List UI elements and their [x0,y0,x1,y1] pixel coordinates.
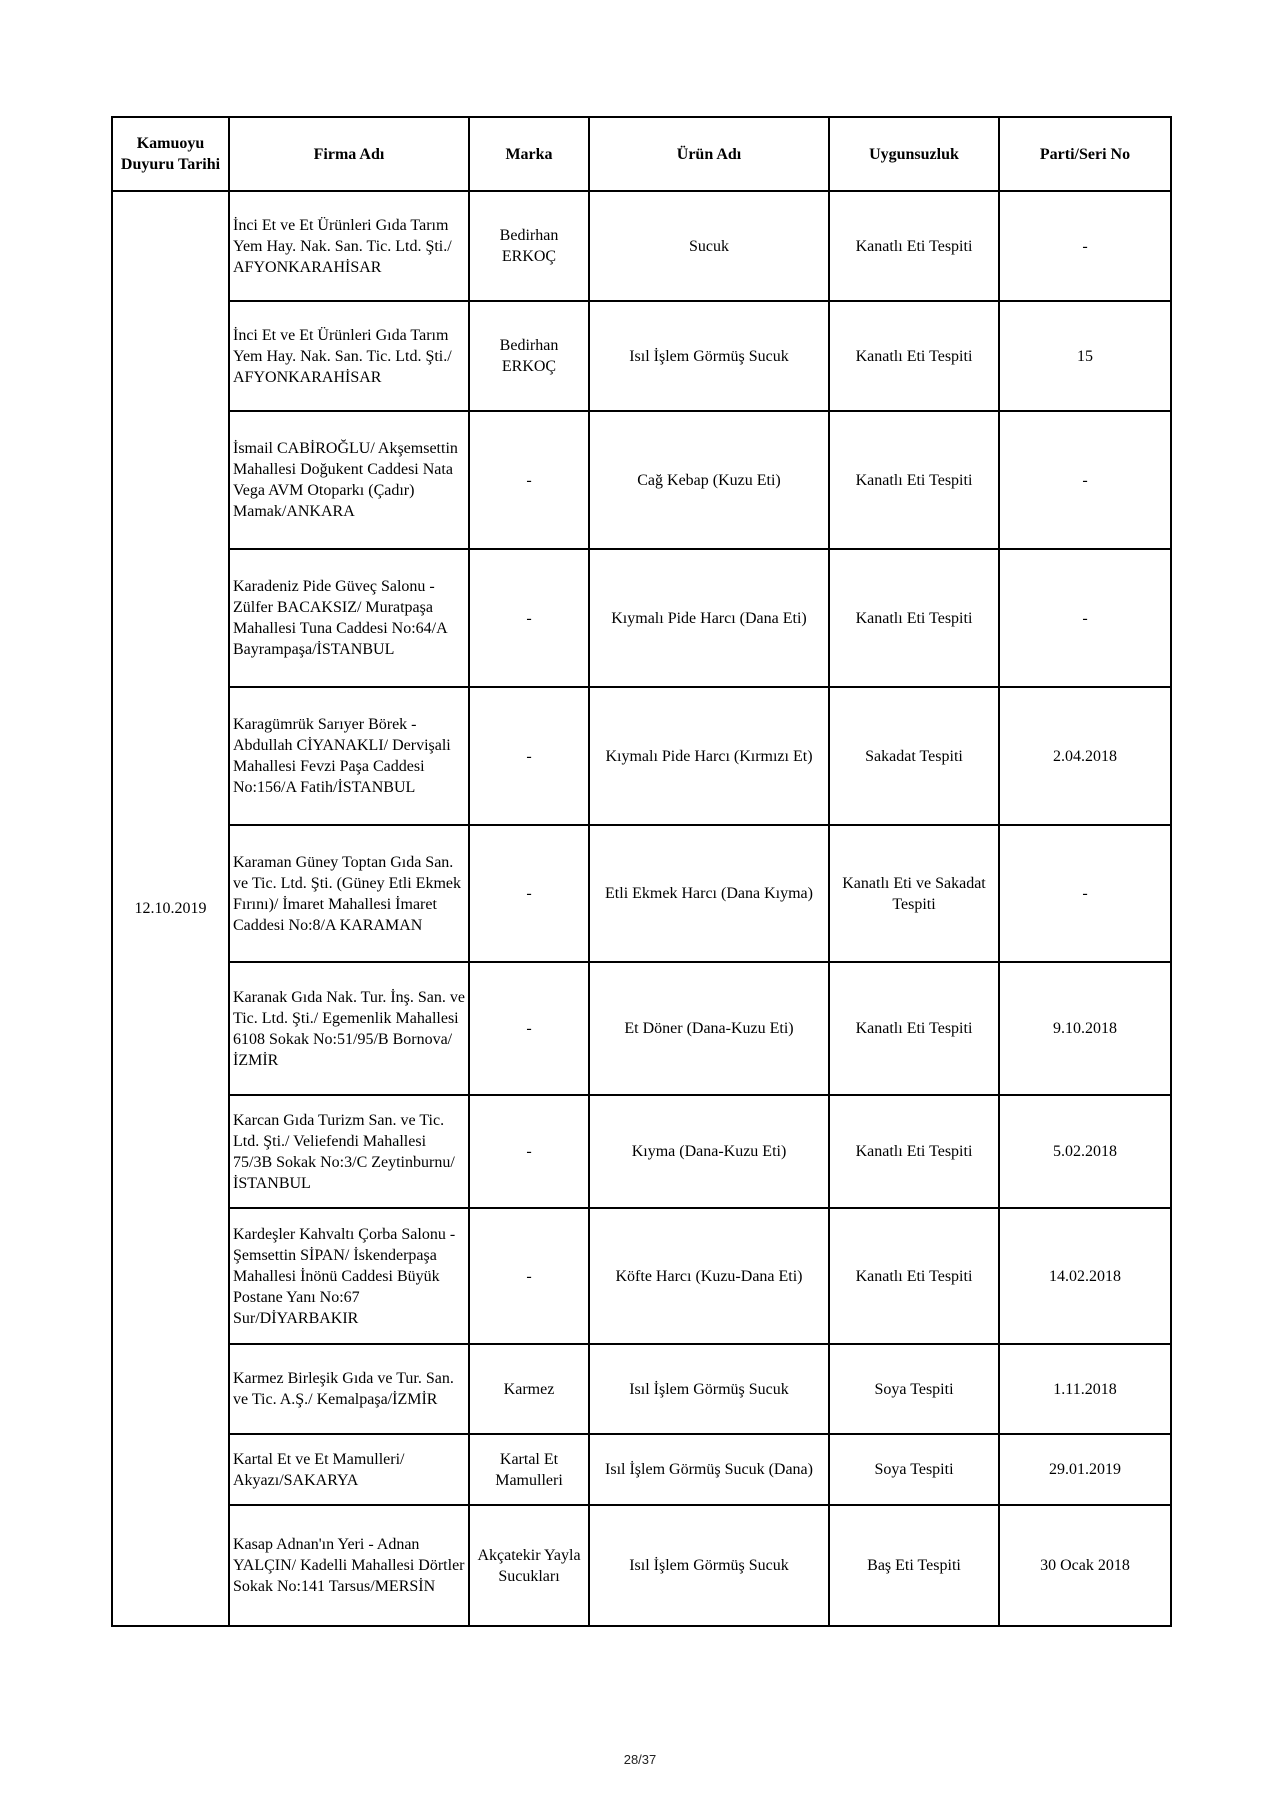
table-header-row [112,117,1171,191]
brand-cell: Kartal Et Mamulleri [469,1434,589,1505]
header-batch: Parti/Seri No [999,117,1171,191]
firm-cell: Kartal Et ve Et Mamulleri/ Akyazı/SAKARYA [229,1434,469,1505]
firm-cell: İnci Et ve Et Ürünleri Gıda Tarım Yem Hay. Nak. San. Tic. Ltd. Şti./ AFYONKARAHİSAR [229,191,469,301]
brand-cell: - [469,825,589,962]
batch-cell: 1.11.2018 [999,1344,1171,1434]
product-cell: Kıyma (Dana-Kuzu Eti) [589,1095,829,1208]
batch-cell: - [999,825,1171,962]
nonconformity-cell: Kanatlı Eti Tespiti [829,411,999,549]
firm-cell: Karanak Gıda Nak. Tur. İnş. San. ve Tic. Ltd. Şti./ Egemenlik Mahallesi 6108 Sokak No:51/95/B Bornova/İZMİR [229,962,469,1095]
brand-cell: - [469,1208,589,1344]
nonconformity-cell: Soya Tespiti [829,1434,999,1505]
brand-cell: - [469,687,589,825]
product-cell: Kıymalı Pide Harcı (Kırmızı Et) [589,687,829,825]
recall-table [111,116,1172,1627]
nonconformity-cell: Kanatlı Eti Tespiti [829,191,999,301]
brand-cell: Karmez [469,1344,589,1434]
batch-cell: 14.02.2018 [999,1208,1171,1344]
firm-cell: Karadeniz Pide Güveç Salonu - Zülfer BACAKSIZ/ Muratpaşa Mahallesi Tuna Caddesi No:64/A Bayrampaşa/İSTANBUL [229,549,469,687]
product-cell: Et Döner (Dana-Kuzu Eti) [589,962,829,1095]
brand-cell: - [469,1095,589,1208]
firm-cell: Karcan Gıda Turizm San. ve Tic. Ltd. Şti./ Veliefendi Mahallesi 75/3B Sokak No:3/C Zeytinburnu/İSTANBUL [229,1095,469,1208]
batch-cell: 5.02.2018 [999,1095,1171,1208]
brand-cell: Bedirhan ERKOÇ [469,191,589,301]
page-number: 28/37 [623,1752,657,1767]
table-row [112,301,1171,411]
table-row [112,1434,1171,1505]
header-brand: Marka [469,117,589,191]
table-row [112,1505,1171,1626]
product-cell: Isıl İşlem Görmüş Sucuk [589,1344,829,1434]
table-row [112,825,1171,962]
batch-cell: 15 [999,301,1171,411]
nonconformity-cell: Baş Eti Tespiti [829,1505,999,1626]
nonconformity-cell: Kanatlı Eti ve Sakadat Tespiti [829,825,999,962]
table-row [112,191,1171,301]
product-cell: Cağ Kebap (Kuzu Eti) [589,411,829,549]
brand-cell: Bedirhan ERKOÇ [469,301,589,411]
nonconformity-cell: Kanatlı Eti Tespiti [829,1208,999,1344]
batch-cell: - [999,411,1171,549]
table-row [112,1344,1171,1434]
product-cell: Isıl İşlem Görmüş Sucuk [589,1505,829,1626]
header-product: Ürün Adı [589,117,829,191]
batch-cell: 29.01.2019 [999,1434,1171,1505]
brand-cell: Akçatekir Yayla Sucukları [469,1505,589,1626]
nonconformity-cell: Soya Tespiti [829,1344,999,1434]
header-nonconformity: Uygunsuzluk [829,117,999,191]
table-row [112,687,1171,825]
table-row [112,411,1171,549]
batch-cell: 2.04.2018 [999,687,1171,825]
batch-cell: 9.10.2018 [999,962,1171,1095]
firm-cell: Kasap Adnan'ın Yeri - Adnan YALÇIN/ Kadelli Mahallesi Dörtler Sokak No:141 Tarsus/MERSİN [229,1505,469,1626]
table-row [112,962,1171,1095]
announcement-date-cell: 12.10.2019 [112,191,229,1626]
firm-cell: İnci Et ve Et Ürünleri Gıda Tarım Yem Hay. Nak. San. Tic. Ltd. Şti./ AFYONKARAHİSAR [229,301,469,411]
product-cell: Isıl İşlem Görmüş Sucuk (Dana) [589,1434,829,1505]
product-cell: Isıl İşlem Görmüş Sucuk [589,301,829,411]
nonconformity-cell: Kanatlı Eti Tespiti [829,962,999,1095]
brand-cell: - [469,411,589,549]
brand-cell: - [469,962,589,1095]
firm-cell: İsmail CABİROĞLU/ Akşemsettin Mahallesi Doğukent Caddesi Nata Vega AVM Otoparkı (Çadır) Mamak/ANKARA [229,411,469,549]
product-cell: Kıymalı Pide Harcı (Dana Eti) [589,549,829,687]
batch-cell: - [999,549,1171,687]
nonconformity-cell: Kanatlı Eti Tespiti [829,549,999,687]
product-cell: Köfte Harcı (Kuzu-Dana Eti) [589,1208,829,1344]
firm-cell: Kardeşler Kahvaltı Çorba Salonu - Şemsettin SİPAN/ İskenderpaşa Mahallesi İnönü Caddesi Büyük Postane Yanı No:67 Sur/DİYARBAKIR [229,1208,469,1344]
nonconformity-cell: Sakadat Tespiti [829,687,999,825]
batch-cell: 30 Ocak 2018 [999,1505,1171,1626]
table-row [112,1208,1171,1344]
nonconformity-cell: Kanatlı Eti Tespiti [829,1095,999,1208]
nonconformity-cell: Kanatlı Eti Tespiti [829,301,999,411]
firm-cell: Karaman Güney Toptan Gıda San. ve Tic. Ltd. Şti. (Güney Etli Ekmek Fırını)/ İmaret Mahallesi İmaret Caddesi No:8/A KARAMAN [229,825,469,962]
batch-cell: - [999,191,1171,301]
header-date: Kamuoyu Duyuru Tarihi [112,117,229,191]
product-cell: Etli Ekmek Harcı (Dana Kıyma) [589,825,829,962]
table-row [112,1095,1171,1208]
firm-cell: Karmez Birleşik Gıda ve Tur. San. ve Tic. A.Ş./ Kemalpaşa/İZMİR [229,1344,469,1434]
table-row [112,549,1171,687]
firm-cell: Karagümrük Sarıyer Börek - Abdullah CİYANAKLI/ Dervişali Mahallesi Fevzi Paşa Caddesi No:156/A Fatih/İSTANBUL [229,687,469,825]
product-cell: Sucuk [589,191,829,301]
header-firm: Firma Adı [229,117,469,191]
brand-cell: - [469,549,589,687]
